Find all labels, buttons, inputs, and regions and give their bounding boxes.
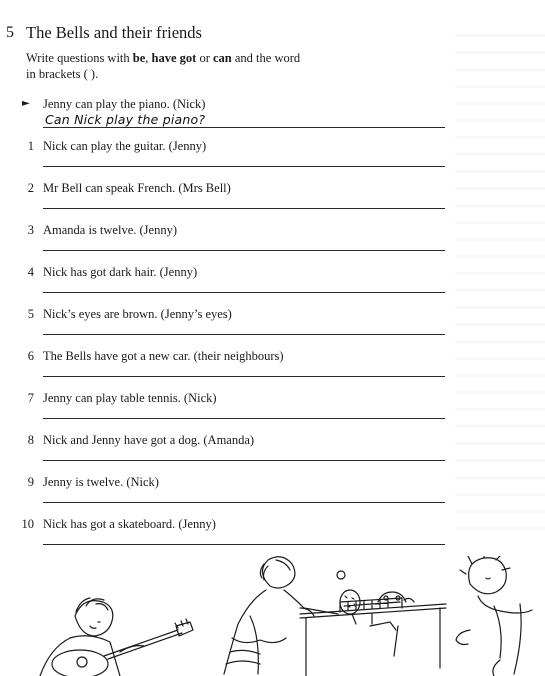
- girl-playing-table-tennis-figure: [224, 557, 338, 674]
- keyword-can: can: [213, 51, 232, 65]
- answer-line[interactable]: [43, 250, 445, 251]
- dog-peeking-figure: [378, 592, 414, 602]
- table-tennis-illustration: [0, 556, 545, 676]
- keyword-be: be: [132, 51, 146, 65]
- question-number: 5: [27, 307, 34, 321]
- keyword-have-got: have got: [151, 51, 197, 65]
- question-prompt: Jenny can play table tennis. (Nick): [43, 391, 217, 405]
- question-prompt: Amanda is twelve. (Jenny): [43, 223, 177, 237]
- question-prompt: Nick has got dark hair. (Jenny): [43, 265, 198, 279]
- instruction-text: or: [196, 51, 213, 65]
- instruction-text: and the word: [231, 51, 301, 65]
- answer-line[interactable]: [43, 460, 445, 461]
- question-item: [0, 391, 450, 433]
- instruction-text: Write questions with: [26, 51, 133, 65]
- question-number: 9: [27, 475, 34, 489]
- exercise-title: The Bells and their friends: [26, 23, 202, 42]
- instruction-text: ,: [145, 51, 152, 65]
- question-item: [0, 265, 450, 307]
- answer-line[interactable]: [43, 334, 445, 335]
- question-item: [0, 349, 450, 391]
- answer-line: [43, 127, 445, 128]
- answer-line[interactable]: [43, 418, 445, 419]
- question-item: [0, 475, 450, 517]
- question-prompt: Nick and Jenny have got a dog. (Amanda): [43, 433, 255, 447]
- exercise-instruction: [26, 50, 366, 82]
- answer-line[interactable]: [43, 292, 445, 293]
- question-item: [0, 307, 450, 349]
- answer-line[interactable]: [43, 502, 445, 503]
- question-number: 3: [27, 223, 34, 237]
- table-tennis-table: [300, 598, 446, 676]
- question-item: [0, 223, 450, 265]
- question-item: [0, 433, 450, 475]
- question-number: 6: [27, 349, 34, 363]
- question-item: [0, 517, 450, 559]
- question-prompt: The Bells have got a new car. (their neighbours): [43, 349, 284, 363]
- exercise-number: 5: [6, 24, 14, 41]
- example-item: [0, 97, 450, 139]
- question-item: [0, 139, 450, 181]
- question-prompt: Nick can play the guitar. (Jenny): [43, 139, 207, 153]
- example-arrow-icon: ►: [22, 98, 30, 109]
- question-number: 10: [21, 517, 34, 531]
- question-number: 8: [27, 433, 34, 447]
- question-number: 4: [27, 265, 34, 279]
- answer-line[interactable]: [43, 376, 445, 377]
- question-prompt: Mr Bell can speak French. (Mrs Bell): [43, 181, 231, 195]
- example-answer: Can Nick play the piano?: [45, 112, 206, 127]
- paddle-icon: [340, 590, 360, 624]
- answer-line[interactable]: [43, 544, 445, 545]
- answer-line[interactable]: [43, 166, 445, 167]
- boy-playing-table-tennis-figure: [456, 556, 532, 676]
- question-number: 7: [27, 391, 34, 405]
- instruction-text: in brackets ( ).: [26, 67, 99, 81]
- answer-line[interactable]: [43, 208, 445, 209]
- question-prompt: Jenny is twelve. (Nick): [43, 475, 159, 489]
- page-bleed-through: [455, 20, 545, 540]
- question-prompt: Nick’s eyes are brown. (Jenny’s eyes): [43, 307, 232, 321]
- question-item: [0, 181, 450, 223]
- ball-icon: [337, 571, 345, 579]
- question-number: 1: [27, 139, 34, 153]
- boy-with-guitar-figure: [40, 598, 193, 676]
- question-prompt: Nick has got a skateboard. (Jenny): [43, 517, 216, 531]
- example-prompt: Jenny can play the piano. (Nick): [43, 97, 206, 111]
- question-number: 2: [27, 181, 34, 195]
